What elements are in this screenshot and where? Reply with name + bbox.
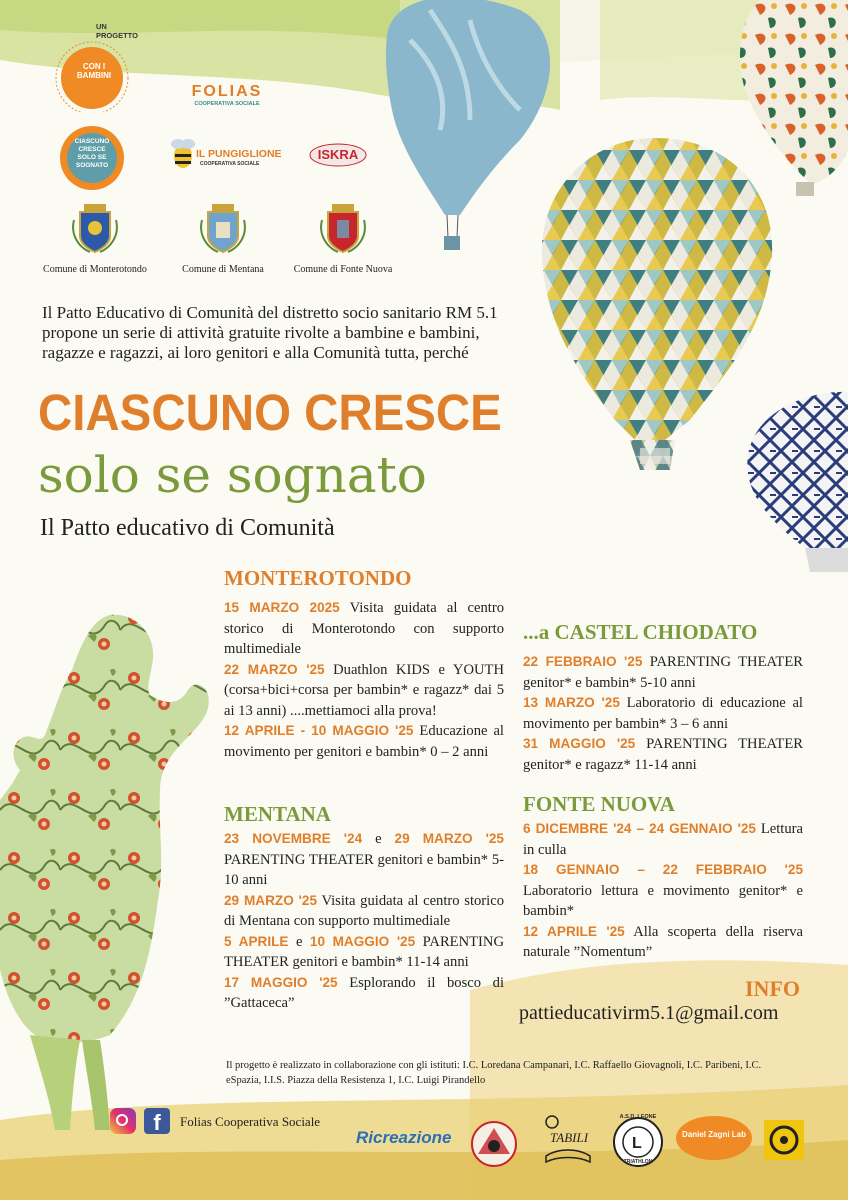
event-text: PARENTING THEATER genitor* e bambin* 5-10 anni — [523, 654, 803, 691]
event-text: Duathlon KIDS e YOUTH (corsa+bici+corsa per bambin* e ragazz* dai 5 ai 13 anni) ....mettiamoci alla prova! — [224, 661, 504, 719]
event-item — [523, 734, 803, 775]
zagni-name: Daniel Zagni Lab — [681, 1130, 746, 1139]
ricreazione-logo: Ricreazione — [356, 1128, 452, 1147]
event-item — [224, 973, 504, 1014]
event-text: Visita guidata al centro storico di Monterotondo con supporto multimediale — [224, 600, 505, 657]
coat-of-arms-icon — [198, 200, 248, 254]
event-date: 5 APRILE — [224, 933, 289, 949]
event-item — [224, 891, 504, 932]
balloon-blue — [386, 0, 550, 250]
event-item — [523, 652, 803, 693]
comune-fonte-nuova — [288, 200, 398, 275]
event-text: PARENTING THEATER genitori e bambin* 5-10 anni — [224, 851, 504, 888]
balloon-tribal — [747, 392, 848, 572]
folias-name: FOLIAS — [191, 83, 263, 100]
event-date: 29 MARZO '25 — [224, 892, 318, 908]
event-joiner: e — [288, 933, 310, 950]
event-date: 31 MAGGIO '25 — [523, 736, 636, 751]
iskra-name: ISKRA — [317, 147, 359, 162]
event-date: 13 MARZO '25 — [523, 695, 620, 710]
comune-label: Comune di Monterotondo — [43, 264, 147, 275]
instagram-icon[interactable] — [110, 1108, 136, 1134]
heading-fonte-nuova: FONTE NUOVA — [523, 792, 675, 816]
fonte-nuova-events — [523, 819, 803, 963]
event-text: Visita guidata al centro storico di Mentana con supporto multimediale — [224, 892, 504, 929]
event-date: 17 MAGGIO '25 — [224, 974, 338, 990]
folias-logo — [183, 83, 271, 117]
heading-castel-chiodato: ...a CASTEL CHIODATO — [523, 620, 758, 644]
monterotondo-events — [224, 598, 504, 762]
pungiglione-sub: COOPERATIVA SOCIALE — [200, 161, 260, 167]
comune-monterotondo — [40, 200, 150, 275]
iskra-logo — [308, 140, 368, 168]
event-date: 12 APRILE '25 — [523, 923, 625, 939]
contact-email[interactable]: pattieducativirm5.1@gmail.com — [519, 1002, 779, 1024]
pungiglione-name: IL PUNGIGLIONE — [196, 148, 282, 160]
leone-sub: TRIATHLON — [623, 1159, 653, 1165]
event-text: PARENTING THEATER genitor* e ragazz* 11-14 anni — [523, 736, 803, 773]
info-heading: INFO — [745, 976, 800, 1001]
comune-label: Comune di Mentana — [182, 264, 264, 275]
logo-name: CON I BAMBINI — [76, 62, 112, 80]
zagni-logo — [676, 1116, 752, 1160]
intro-text — [42, 303, 562, 363]
social-label: Folias Cooperativa Sociale — [180, 1114, 321, 1129]
partner-circle-logo — [468, 1118, 524, 1168]
event-text: Alla scoperta della riserva naturale ”Nomentum” — [523, 923, 803, 960]
con-i-bambini-logo — [52, 22, 144, 112]
intro-line: Il Patto Educativo di Comunità del distretto socio sanitario RM 5.1 — [42, 303, 498, 322]
event-text: Laboratorio lettura e movimento genitor* e bambin* — [523, 882, 803, 919]
event-item — [224, 598, 504, 660]
event-date: 15 MARZO 2025 — [224, 600, 340, 615]
facebook-icon[interactable]: f — [144, 1108, 170, 1134]
event-text: Esplorando il bosco di ”Gattaceca” — [224, 974, 504, 1011]
partner-square-logo — [764, 1120, 804, 1160]
event-item — [523, 860, 803, 922]
event-date: 6 DICEMBRE '24 – 24 GENNAIO '25 — [523, 821, 756, 836]
leone-logo — [612, 1116, 664, 1168]
footer-collaboration: Il progetto è realizzato in collaborazione con gli istituti: I.C. Loredana Campanari, I.C. Raffaello Giovagnoli, I.C. Paribeni, I.C. eSpazia, I.I.S. Piazza della Resistenza 1, I.C. Luigi Pirandello — [226, 1060, 762, 1086]
event-joiner: e — [362, 831, 395, 847]
folias-sub: COOPERATIVA SOCIALE — [194, 101, 260, 107]
event-date: 23 NOVEMBRE '24 — [224, 831, 363, 846]
event-date: 22 FEBBRAIO '25 — [523, 654, 643, 669]
castel-chiodato-events — [523, 652, 803, 775]
mentana-events — [224, 829, 504, 1014]
svg-text:L: L — [632, 1135, 642, 1152]
event-item — [523, 922, 803, 963]
event-date: 22 MARZO '25 — [224, 661, 325, 677]
event-date: 18 GENNAIO – 22 FEBBRAIO '25 — [523, 862, 803, 877]
event-text: PARENTING THEATER genitori e bambin* 11-14 anni — [224, 933, 504, 970]
main-title-script: solo se sognato — [38, 446, 427, 504]
logo-caption: UN PROGETTO — [96, 22, 138, 40]
event-date: 12 APRILE - 10 MAGGIO '25 — [224, 723, 414, 738]
heading-monterotondo: MONTEROTONDO — [224, 566, 412, 590]
event-text: Laboratorio di educazione al movimento per bambin* 3 – 6 anni — [523, 695, 803, 732]
balloon-leaves — [740, 0, 848, 196]
event-text: Lettura in culla — [523, 821, 803, 858]
coat-of-arms-icon — [318, 200, 368, 254]
event-item — [224, 660, 504, 722]
tabili-name: TABILI — [550, 1130, 589, 1145]
heading-mentana: MENTANA — [224, 802, 331, 826]
intro-line: propone un serie di attività gratuite rivolte a bambine e bambini, — [42, 323, 480, 342]
event-item — [224, 932, 504, 973]
intro-line: ragazze e ragazzi, ai loro genitori e alla Comunità tutta, perché — [42, 343, 469, 362]
event-item — [224, 721, 504, 762]
main-title: CIASCUNO CRESCE — [38, 384, 502, 441]
event-date: 29 MARZO '25 — [394, 831, 504, 846]
event-item — [523, 819, 803, 860]
girl-silhouette — [0, 615, 209, 1130]
ciascuno-badge-text: CIASCUNO CRESCE SOLO SE SOGNATO — [74, 138, 110, 169]
comune-mentana — [168, 200, 278, 275]
pungiglione-logo — [168, 136, 282, 176]
balloon-triangles — [542, 138, 772, 470]
event-item — [523, 693, 803, 734]
event-date: 10 MAGGIO '25 — [309, 933, 416, 949]
ciascuno-badge-logo — [58, 124, 128, 194]
leone-name: A.S.D. LEONE — [619, 1114, 657, 1120]
comuni-row — [40, 200, 400, 280]
tabili-logo — [538, 1112, 598, 1170]
coat-of-arms-icon — [70, 200, 120, 254]
subtitle: Il Patto educativo di Comunità — [40, 515, 335, 541]
event-item — [224, 829, 504, 891]
event-text: Educazione al movimento per genitori e bambin* 0 – 2 anni — [224, 723, 504, 760]
comune-label: Comune di Fonte Nuova — [293, 264, 393, 275]
